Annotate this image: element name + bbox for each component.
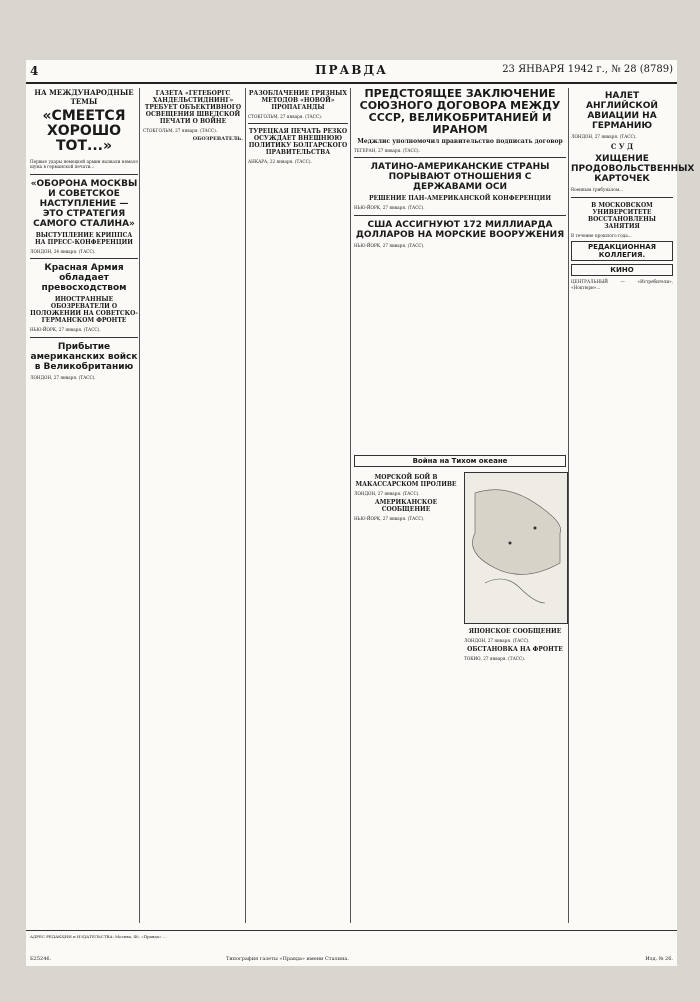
column-rule: [568, 88, 569, 923]
article-title: ГАЗЕТА «ГЕТЕБОРГС ХАНДЕЛЬСТИДНИНГ» ТРЕБУЕТ ОБЪЕКТИВНОГО ОСВЕЩЕНИЯ ШВЕДСКОЙ ПЕЧАТИ О ВОЙНЕ: [144, 90, 242, 125]
page-number: 4: [30, 64, 39, 78]
divider: [30, 337, 138, 338]
rubric: С У Д: [610, 142, 634, 152]
article-subtitle: ИНОСТРАННЫЕ ОБОЗРЕВАТЕЛИ О ПОЛОЖЕНИИ НА СОВЕТСКО-ГЕРМАНСКОМ ФРОНТЕ: [30, 296, 138, 325]
page-footer: [26, 930, 677, 965]
article-subtitle: РЕШЕНИЕ ПАН-АМЕРИКАНСКОЙ КОНФЕРЕНЦИИ: [368, 195, 551, 203]
imprint: АДРЕС РЕДАКЦИИ и ИЗДАТЕЛЬСТВА: Москва, 40, «Правда» ...: [30, 934, 167, 939]
divider: [248, 123, 348, 124]
article-title: ПРЕДСТОЯЩЕЕ ЗАКЛЮЧЕНИЕ СОЮЗНОГО ДОГОВОРА МЕЖДУ СССР, ВЕЛИКОБРИТАНИЕЙ И ИРАНОМ: [359, 87, 561, 136]
divider: [354, 157, 566, 158]
article-body: НЬЮ-ЙОРК, 27 января. (ТАСС).: [354, 242, 425, 248]
column-2: [143, 88, 243, 923]
article-body: ЛОНДОН, 27 января. (ТАСС).: [464, 638, 530, 643]
article-subtitle: МОРСКОЙ БОЙ В МАКАССАРСКОМ ПРОЛИВЕ: [355, 474, 457, 488]
column-rule: [245, 88, 246, 923]
article-body: ЛОНДОН, 24 января. (ТАСС).: [30, 248, 96, 254]
article-title: РАЗОБЛАЧЕНИЕ ГРЯЗНЫХ МЕТОДОВ «НОВОЙ» ПРОПАГАНДЫ: [248, 90, 348, 111]
article-title: НАЛЕТ АНГЛИЙСКОЙ АВИАЦИИ НА ГЕРМАНИЮ: [586, 91, 658, 131]
column-3: [248, 88, 348, 923]
article-subtitle: Меджлис уполномочил правительство подписать договор: [357, 138, 563, 145]
article-body: НЬЮ-ЙОРК, 27 января. (ТАСС).: [354, 516, 425, 522]
column-rule: [139, 88, 140, 923]
article-title: ХИЩЕНИЕ ПРОДОВОЛЬСТВЕННЫХ КАРТОЧЕК: [571, 154, 695, 185]
cinema-heading: КИНО: [571, 264, 673, 276]
section-title: Война на Тихом океане: [354, 455, 566, 467]
article-title: ТУРЕЦКАЯ ПЕЧАТЬ РЕЗКО ОСУЖДАЕТ ВНЕШНЮЮ ПОЛИТИКУ БОЛГАРСКОГО ПРАВИТЕЛЬСТВА: [248, 128, 348, 157]
article-body: В течение прошлого года...: [571, 232, 632, 238]
war-text: [354, 472, 458, 525]
article-body: СТОКГОЛЬМ, 27 января. (ТАСС).: [248, 114, 323, 119]
page-header: [26, 60, 677, 84]
article-title: США АССИГНУЮТ 172 МИЛЛИАРДА ДОЛЛАРОВ НА МОРСКИЕ ВООРУЖЕНИЯ: [355, 219, 565, 240]
issue-date: 23 ЯНВАРЯ 1942 г., № 28 (8789): [502, 64, 673, 75]
divider: [30, 258, 138, 259]
article-subtitle: ОБСТАНОВКА НА ФРОНТЕ: [467, 646, 563, 654]
masthead: ПРАВДА: [315, 63, 388, 77]
signature: ОБОЗРЕВАТЕЛЬ.: [192, 136, 243, 143]
article-body: ТОКИО, 27 января. (ТАСС).: [464, 656, 526, 662]
article-title: «ОБОРОНА МОСКВЫ И СОВЕТСКОЕ НАСТУПЛЕНИЕ — ЭТО СТРАТЕГИЯ САМОГО СТАЛИНА»: [30, 178, 138, 229]
article-body: Первые удары немецкой армии вызвали немало шума в германской печати...: [30, 159, 138, 170]
map-graphic: [465, 473, 567, 623]
article-body: ТЕГЕРАН, 27 января. (ТАСС).: [354, 148, 420, 153]
article-body: НЬЮ-ЙОРК, 27 января. (ТАСС).: [354, 205, 425, 211]
article-body: Военным трибуналом...: [571, 187, 624, 193]
edition-number: Изд. № 26.: [645, 956, 673, 962]
printer: Типография газеты «Правда» имени Сталина.: [226, 956, 349, 962]
war-section: [354, 452, 566, 470]
article-body: АНКАРА, 22 января. (ТАСС).: [248, 159, 312, 165]
article-body: ЛОНДОН, 27 января. (ТАСС).: [354, 491, 420, 496]
span-article: [354, 88, 566, 251]
pacific-map: [464, 472, 568, 624]
article-title: Красная Армия обладает превосходством: [41, 263, 127, 294]
divider: [30, 174, 138, 175]
article-title: В МОСКОВСКОМ УНИВЕРСИТЕТЕ ВОССТАНОВЛЕНЫ ЗАНЯТИЯ: [588, 201, 656, 230]
cinema-listings: ЦЕНТРАЛЬНЫЙ — «Истребители», «Ноктюрн»...: [571, 279, 673, 290]
article-body: СТОКГОЛЬМ, 27 января. (ТАСС).: [143, 128, 218, 133]
article-title: «СМЕЕТСЯ ХОРОШО ТОТ...»: [42, 108, 126, 154]
article-title: ЛАТИНО-АМЕРИКАНСКИЕ СТРАНЫ ПОРЫВАЮТ ОТНОШЕНИЯ С ДЕРЖАВАМИ ОСИ: [370, 162, 550, 193]
column-rule: [350, 88, 351, 923]
column-6: [571, 88, 695, 923]
newspaper-page: [26, 60, 695, 966]
article-body: НЬЮ-ЙОРК, 27 января. (ТАСС).: [30, 327, 101, 333]
article-title: Прибытие американских войск в Великобританию: [30, 341, 138, 372]
print-code: Б25246.: [30, 956, 52, 962]
article-subtitle: АМЕРИКАНСКОЕ СООБЩЕНИЕ: [374, 499, 438, 514]
divider: [571, 197, 673, 198]
article-subtitle: ЯПОНСКОЕ СООБЩЕНИЕ: [468, 628, 562, 635]
divider: [354, 215, 566, 216]
column-1: [30, 88, 138, 923]
article-subtitle: ВЫСТУПЛЕНИЕ КРИППСА НА ПРЕСС-КОНФЕРЕНЦИИ: [35, 231, 133, 246]
war-text-2: [464, 626, 566, 665]
editorial-board: РЕДАКЦИОННАЯ КОЛЛЕГИЯ.: [571, 241, 673, 261]
rubric: НА МЕЖДУНАРОДНЫЕ ТЕМЫ: [34, 88, 134, 106]
article-body: ЛОНДОН, 27 января. (ТАСС).: [30, 374, 96, 380]
article-body: ЛОНДОН, 27 января. (ТАСС).: [571, 134, 637, 139]
